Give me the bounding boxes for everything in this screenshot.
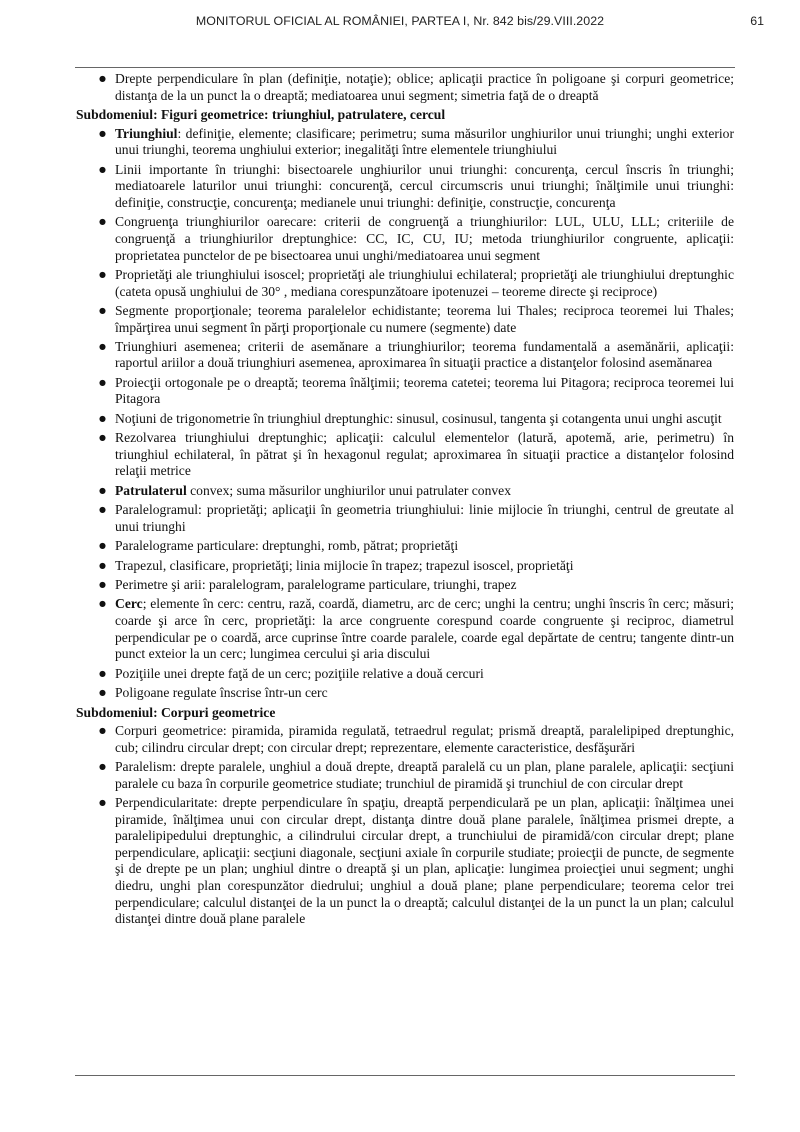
page-number: 61 <box>750 14 764 28</box>
item-text: Corpuri geometrice: piramida, piramida regulată, tetraedrul regulat; prismă dreaptă, paralelipiped dreptunghic, cub; cilindru circular drept; con circular drept; reprezentare, elemente caracteristice, desfăşurări <box>115 723 734 755</box>
bullet-icon: ● <box>99 579 106 589</box>
bullet-icon: ● <box>99 560 106 570</box>
item-text: Trapezul, clasificare, proprietăţi; linia mijlocie în trapez; trapezul isoscel, proprietăţi <box>115 557 574 573</box>
bullet-icon: ● <box>99 128 106 138</box>
list-item <box>76 538 734 555</box>
document-body <box>76 71 734 931</box>
list-item <box>76 577 734 594</box>
publication-title: MONITORUL OFICIAL AL ROMÂNIEI, PARTEA I, Nr. 842 bis/29.VIII.2022 <box>195 14 605 28</box>
item-text: Triunghiuri asemenea; criterii de asemănare a triunghiurilor; teorema fundamentală a asemănării, aplicaţii: raportul ariilor a două triunghiuri asemenea, aproximarea în situaţii practice a distanţelor folosind asemănarea <box>115 338 734 371</box>
subdomain-heading: Subdomeniul: Figuri geometrice: triunghiul, patrulatere, cercul <box>76 107 446 123</box>
bullet-icon: ● <box>99 541 106 551</box>
item-text: Drepte perpendiculare în plan (definiţie, notaţie); oblice; aplicaţii practice în poligoane şi corpuri geometrice; distanţa de la un punct la o dreaptă; mediatoarea unui segment; simetria faţă de o dreaptă <box>115 71 734 103</box>
bullet-icon: ● <box>99 687 106 697</box>
item-text: Congruenţa triunghiurilor oarecare: criterii de congruenţă a triunghiurilor: LUL, ULU, LLL; criteriile de congruenţă a triunghiurilor dreptunghice: CC, IC, CU, IU; metoda triunghiurilor congruente, aplicaţii: proprietatea punctelor de pe bisectoarea unui unghi/mediatoarea unui segment <box>115 214 734 263</box>
topic-list <box>76 723 734 928</box>
bullet-icon: ● <box>99 341 106 351</box>
bullet-icon: ● <box>99 433 106 443</box>
list-item <box>76 759 734 792</box>
bullet-icon: ● <box>99 305 106 315</box>
bullet-icon: ● <box>99 668 106 678</box>
list-item <box>76 411 734 428</box>
item-text: Proiecţii ortogonale pe o dreaptă; teorema înălţimii; teorema catetei; teorema lui Pitagora; reciproca teoremei lui Pitagora <box>115 374 734 407</box>
list-item <box>76 126 734 159</box>
item-text: Segmente proporţionale; teorema paralelelor echidistante; teorema lui Thales; reciproca teoremei lui Thales; împărţirea unui segment în părţi proporţionale cu numere (segmente) date <box>115 302 734 335</box>
bullet-icon: ● <box>99 269 106 279</box>
list-item <box>76 558 734 575</box>
bullet-icon: ● <box>99 413 106 423</box>
list-item <box>76 214 734 264</box>
list-item <box>76 162 734 212</box>
list-item <box>76 666 734 683</box>
bullet-icon: ● <box>99 599 106 609</box>
list-item <box>76 430 734 480</box>
item-text: Paralelogramul: proprietăţi; aplicaţii în geometria triunghiului: linie mijlocie în triunghi, centrul de greutate al unui triunghi <box>115 502 734 534</box>
bullet-icon: ● <box>99 377 106 387</box>
item-text: ; elemente în cerc: centru, rază, coardă, diametru, arc de cerc; unghi la centru; unghi înscris în cerc; măsuri; coarde şi arce în cerc, proprietăţi: la arce congruente corespund coarde congruente şi reciproc, diametrul perpendicular pe o coardă, arce cuprinse între coarde paralele, coarde egal depărtate de centru; tangente dintr-un punct exteior la un cerc; lungimea cercului şi aria discului <box>115 596 734 662</box>
bullet-icon: ● <box>99 726 106 736</box>
list-item <box>76 502 734 535</box>
item-text: : definiţie, elemente; clasificare; perimetru; suma măsurilor unghiurilor unui triunghi; unghi exterior unui triunghi, teorema unghiului exterior; inegalităţi între elementele triunghiului <box>115 125 734 158</box>
list-item <box>76 339 734 372</box>
list-item <box>76 71 734 104</box>
bullet-icon: ● <box>99 798 106 808</box>
item-text: Poziţiile unei drepte faţă de un cerc; poziţiile relative a două cercuri <box>115 665 484 681</box>
item-text: Noţiuni de trigonometrie în triunghiul dreptunghic: sinusul, cosinusul, tangenta şi cotangenta unui unghi ascuţit <box>115 410 722 426</box>
item-text: Perimetre şi arii: paralelogram, paralelograme particulare, triunghi, trapez <box>115 576 517 592</box>
list-item <box>76 483 734 500</box>
list-item <box>76 795 734 928</box>
topic-list <box>76 126 734 702</box>
item-text: Rezolvarea triunghiului dreptunghic; aplicaţii: calculul elementelor (latură, apotemă, arie, perimetru) în triunghiul echilateral, în pătrat şi în hexagonul regulat; aproximarea în situaţii practice a distanţelor folosind relaţii metrice <box>115 430 734 479</box>
subdomain-heading: Subdomeniul: Corpuri geometrice <box>76 704 276 720</box>
list-item <box>76 723 734 756</box>
list-item <box>76 267 734 300</box>
bullet-icon: ● <box>99 164 106 174</box>
list-item <box>76 596 734 662</box>
bullet-icon: ● <box>99 762 106 772</box>
item-text: Linii importante în triunghi: bisectoarele unghiurilor unui triunghi: concurenţa, cercul înscris în triunghi; mediatoarele laturilor unui triunghi: concurenţă, cercul circumscris unui triunghi; înălţimile unui triunghi: definiţie, construcţie, concurenţa; medianele unui triunghi: definiţie, construcţie, concurenţa <box>115 161 734 210</box>
item-text: Perpendicularitate: drepte perpendiculare în spaţiu, dreaptă perpendiculară pe un plan, aplicaţii: înălţimea unei piramide, înălţimea unui con circular drept, distanţa dintre două plane paralele, înălţimea prismei drepte, a paralelipipedului dreptunghic, a cilindrului circular drept, a trunchiului de piramidă/con circular drept; plane perpendiculare, aplicaţii: secţiuni diagonale, secţiuni axiale în corpurile studiate; proiecţii de puncte, de segmente şi de drepte pe un plan; unghiul dintre o dreaptă şi un plan, aplicaţie: lungimea proiecţiei unui segment; unghi diedru, unghi plan corespunzător diedrului; unghiul a două plane; plane perpendiculare; teorema celor trei perpendiculare; calculul distanţei de la un punct la o dreaptă; calculul distanţei de la un punct la un plan; calculul distanţei dintre două plane paralele <box>115 795 734 927</box>
item-lead-term: Cerc <box>115 596 143 612</box>
list-item <box>76 303 734 336</box>
item-text: Paralelograme particulare: dreptunghi, romb, pătrat; proprietăţi <box>115 538 459 554</box>
item-text: Proprietăţi ale triunghiului isoscel; proprietăţi ale triunghiului echilateral; proprietăţi ale triunghiului dreptunghic (cateta opusă unghiului de 30° , mediana corespunzătoare ipotenuzei – teoreme directe şi reciproce) <box>115 266 734 299</box>
topic-list <box>76 71 734 104</box>
bottom-divider <box>75 1075 735 1076</box>
item-text: Poligoane regulate înscrise într-un cerc <box>115 684 328 700</box>
bullet-icon: ● <box>99 217 106 227</box>
item-lead-term: Triunghiul <box>115 125 178 141</box>
item-text: Paralelism: drepte paralele, unghiul a două drepte, dreaptă paralelă cu un plan, plane paralele, aplicaţii: secţiuni paralele cu baza în corpurile geometrice studiate; trunchiul de piramidă şi trunchiul de con circular drept <box>115 759 734 791</box>
list-item <box>76 685 734 702</box>
bullet-icon: ● <box>99 505 106 515</box>
top-divider <box>75 67 735 68</box>
bullet-icon: ● <box>99 74 106 83</box>
bullet-icon: ● <box>99 485 106 495</box>
item-lead-term: Patrulaterul <box>115 482 187 498</box>
item-text: convex; suma măsurilor unghiurilor unui patrulater convex <box>186 482 512 498</box>
list-item <box>76 375 734 408</box>
page-header <box>0 14 800 36</box>
